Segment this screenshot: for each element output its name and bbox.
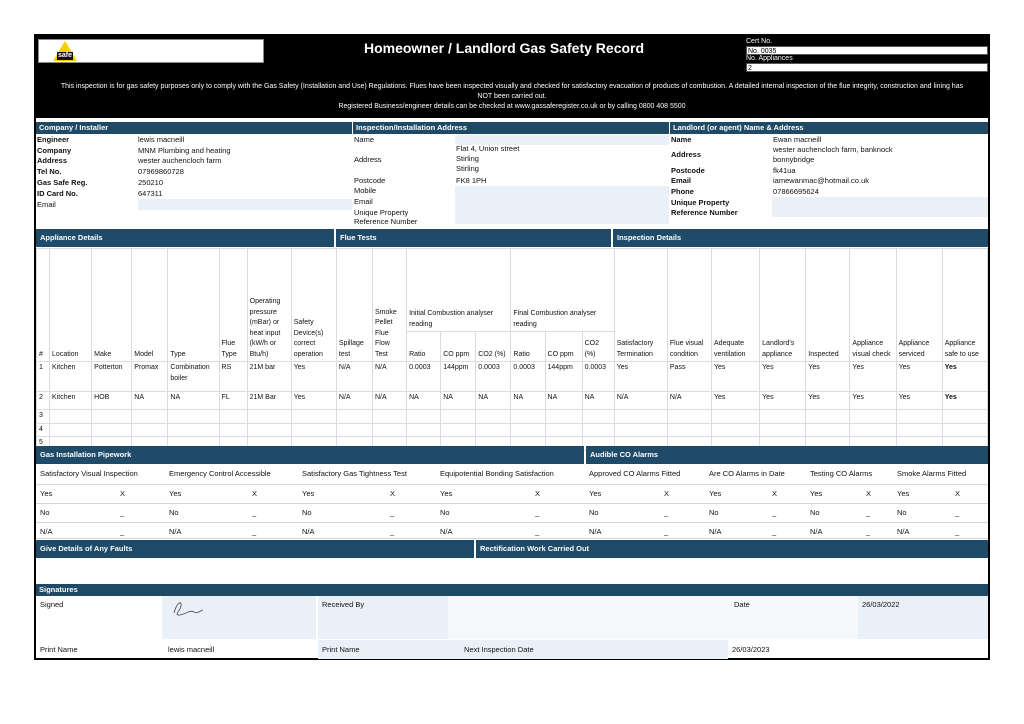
pipework-option-label: N/A: [302, 527, 315, 536]
table-cell[interactable]: [614, 410, 667, 424]
faults-field[interactable]: [36, 558, 474, 582]
table-cell[interactable]: 0.0003: [511, 362, 545, 392]
inspection-postcode-label: Postcode: [354, 176, 386, 185]
landlord-address-line1[interactable]: wester auchencloch farm, banknock: [773, 145, 893, 154]
company-value[interactable]: MNM Plumbing and heating: [138, 146, 231, 155]
date-value[interactable]: 26/03/2022: [862, 600, 900, 609]
pipework-checkbox[interactable]: _: [252, 527, 257, 536]
company-label: Company: [37, 146, 72, 155]
gas-safety-record: [34, 34, 990, 660]
company-heading: Company / Installer: [36, 122, 352, 134]
table-cell[interactable]: [168, 410, 219, 424]
logo-text: safe: [58, 52, 73, 59]
table-row[interactable]: [37, 362, 988, 392]
landlord-email-label: Email: [671, 176, 692, 185]
table-cell[interactable]: 0.0003: [476, 362, 511, 392]
inspection-contact-fields[interactable]: [455, 186, 669, 224]
table-cell[interactable]: Yes: [806, 362, 850, 392]
row-number: 4: [37, 423, 50, 437]
pipework-option-label: Yes: [810, 489, 823, 498]
col-make: Make: [92, 249, 132, 362]
table-cell[interactable]: [336, 423, 372, 437]
sub-final-co: CO ppm: [545, 332, 582, 362]
faults-heading: Give Details of Any Faults: [36, 540, 474, 558]
table-cell[interactable]: [545, 423, 582, 437]
pipework-col-header: Satisfactory Gas Tightness Test: [302, 469, 407, 478]
table-cell[interactable]: [92, 423, 132, 437]
landlord-phone-value[interactable]: 07866695624: [773, 187, 819, 196]
id-card-label: ID Card No.: [37, 189, 78, 198]
col-flue-visual: Flue visual condition: [667, 249, 711, 362]
company-address-value[interactable]: wester auchencloch farm: [138, 156, 222, 165]
table-row[interactable]: [37, 410, 988, 424]
gas-safe-reg-value[interactable]: 250210: [138, 178, 164, 187]
pipework-checkbox[interactable]: X: [955, 489, 961, 498]
inspection-address-line1[interactable]: Flat 4, Union street: [456, 144, 520, 153]
company-address-label: Address: [37, 156, 68, 165]
pipework-checkbox[interactable]: _: [535, 508, 540, 517]
pipework-checkbox[interactable]: _: [772, 527, 777, 536]
table-cell[interactable]: [850, 423, 896, 437]
pipework-option-label: Yes: [709, 489, 722, 498]
pipework-checkbox[interactable]: X: [390, 489, 396, 498]
print-name2-label: Print Name: [322, 645, 360, 654]
table-cell[interactable]: [760, 410, 806, 424]
tel-label: Tel No.: [37, 167, 62, 176]
table-cell[interactable]: [760, 423, 806, 437]
table-cell[interactable]: N/A: [614, 392, 667, 410]
pipework-checkbox[interactable]: X: [866, 489, 872, 498]
pipework-option-label: N/A: [709, 527, 722, 536]
table-cell[interactable]: Yes: [942, 392, 987, 410]
col-location: Location: [50, 249, 92, 362]
inspection-name-label: Name: [354, 135, 375, 144]
pipework-col-header: Approved CO Alarms Fitted: [589, 469, 681, 478]
table-cell[interactable]: [132, 410, 168, 424]
table-cell[interactable]: Yes: [614, 362, 667, 392]
col-flue-type: Flue Type: [219, 249, 247, 362]
col-final-combustion: Final Combustion analyser reading: [511, 249, 614, 332]
pipework-divider: [36, 538, 988, 539]
table-cell[interactable]: [92, 410, 132, 424]
table-cell[interactable]: Combination boiler: [168, 362, 219, 392]
pipework-checkbox[interactable]: X: [120, 489, 126, 498]
inspection-postcode-value[interactable]: FK8 1PH: [456, 176, 487, 185]
pipework-divider: [36, 503, 988, 504]
table-cell[interactable]: [373, 423, 407, 437]
table-cell[interactable]: Kitchen: [50, 392, 92, 410]
no-appliances-field[interactable]: 2: [746, 63, 988, 72]
sub-initial-ratio: Ratio: [407, 332, 441, 362]
signatures-heading: Signatures: [36, 584, 988, 596]
sub-initial-co2: CO2 (%): [476, 332, 511, 362]
print-name-value[interactable]: lewis macneill: [168, 645, 215, 654]
no-appliances-label: No. Appliances: [746, 55, 793, 62]
cert-no-label: Cert No.: [746, 38, 773, 45]
landlord-email-value[interactable]: iamewanmac@hotmail.co.uk: [773, 176, 869, 185]
cert-no-field[interactable]: No. 0035: [746, 46, 988, 55]
next-inspection-label: Next Inspection Date: [464, 645, 534, 654]
pipework-option-label: Yes: [897, 489, 910, 498]
sub-final-ratio: Ratio: [511, 332, 545, 362]
table-cell[interactable]: Yes: [850, 392, 896, 410]
table-cell[interactable]: [441, 423, 476, 437]
table-cell[interactable]: [219, 423, 247, 437]
table-cell[interactable]: Yes: [760, 392, 806, 410]
table-cell[interactable]: N/A: [667, 392, 711, 410]
col-spillage-test: Spillage test: [336, 249, 372, 362]
table-cell[interactable]: Yes: [896, 362, 942, 392]
table-cell[interactable]: 0.0003: [407, 362, 441, 392]
table-cell[interactable]: [667, 423, 711, 437]
col-safety-device: Safety Device(s) correct operation: [291, 249, 336, 362]
gas-safe-logo: [38, 39, 264, 63]
landlord-upr-label-1: Unique Property: [671, 198, 730, 207]
table-cell[interactable]: [712, 423, 760, 437]
table-cell[interactable]: [441, 410, 476, 424]
pipework-col-header: Testing CO Alarms: [810, 469, 873, 478]
table-cell[interactable]: [291, 410, 336, 424]
engineer-label: Engineer: [37, 135, 70, 144]
table-cell[interactable]: [942, 423, 987, 437]
pipework-option-label: Yes: [302, 489, 315, 498]
table-cell[interactable]: NA: [441, 392, 476, 410]
pipework-option-label: Yes: [589, 489, 602, 498]
pipework-option-label: No: [440, 508, 450, 517]
table-cell[interactable]: [50, 410, 92, 424]
table-cell[interactable]: NA: [511, 392, 545, 410]
table-cell[interactable]: RS: [219, 362, 247, 392]
table-cell[interactable]: FL: [219, 392, 247, 410]
rectification-heading: Rectification Work Carried Out: [476, 540, 988, 558]
col-safe-to-use: Appliance safe to use: [942, 249, 987, 362]
pipework-option-label: No: [40, 508, 50, 517]
pipework-divider: [36, 484, 988, 485]
col-adequate-ventilation: Adequate ventilation: [712, 249, 760, 362]
table-cell[interactable]: [582, 410, 614, 424]
table-cell[interactable]: [667, 410, 711, 424]
pipework-option-label: Yes: [169, 489, 182, 498]
tel-value[interactable]: 07969860728: [138, 167, 184, 176]
landlord-upr-label-2: Reference Number: [671, 208, 738, 217]
table-cell[interactable]: NA: [545, 392, 582, 410]
gas-safe-reg-label: Gas Safe Reg.: [37, 178, 88, 187]
table-cell[interactable]: N/A: [373, 392, 407, 410]
table-cell[interactable]: [942, 410, 987, 424]
table-cell[interactable]: [511, 423, 545, 437]
next-inspection-value[interactable]: 26/03/2023: [732, 645, 770, 654]
table-cell[interactable]: [712, 410, 760, 424]
pipework-option-label: No: [302, 508, 312, 517]
table-cell[interactable]: [132, 423, 168, 437]
col-inspected: Inspected: [806, 249, 850, 362]
pipework-option-label: N/A: [169, 527, 182, 536]
landlord-name-label: Name: [671, 135, 692, 144]
table-cell[interactable]: [896, 410, 942, 424]
inspection-upr-label-1: Unique Property: [354, 208, 409, 217]
pipework-checkbox[interactable]: _: [772, 508, 777, 517]
table-cell[interactable]: NA: [132, 392, 168, 410]
table-cell[interactable]: 21M Bar: [247, 392, 291, 410]
pipework-checkbox[interactable]: _: [390, 527, 395, 536]
landlord-phone-label: Phone: [671, 187, 694, 196]
pipework-checkbox[interactable]: _: [120, 508, 125, 517]
row-number: 5: [37, 437, 50, 451]
pipework-col-header: Satisfactory Visual Inspection: [40, 469, 138, 478]
table-cell[interactable]: [50, 423, 92, 437]
table-cell[interactable]: [582, 423, 614, 437]
inspection-address-line2[interactable]: Stirling: [456, 154, 479, 163]
table-cell[interactable]: 144ppm: [441, 362, 476, 392]
table-cell[interactable]: N/A: [373, 362, 407, 392]
table-row[interactable]: [37, 392, 988, 410]
pipework-checkbox[interactable]: _: [120, 527, 125, 536]
table-cell[interactable]: [545, 410, 582, 424]
pipework-checkbox[interactable]: _: [664, 508, 669, 517]
appliance-table: [36, 248, 988, 451]
table-header-row: [37, 249, 988, 332]
pipework-option-label: N/A: [589, 527, 602, 536]
table-cell[interactable]: [896, 423, 942, 437]
table-cell[interactable]: Yes: [896, 392, 942, 410]
pipework-option-label: N/A: [810, 527, 823, 536]
pipework-checkbox[interactable]: X: [535, 489, 541, 498]
table-cell[interactable]: Yes: [712, 362, 760, 392]
table-cell[interactable]: [850, 410, 896, 424]
pipework-checkbox[interactable]: _: [390, 508, 395, 517]
pipework-checkbox[interactable]: _: [252, 508, 257, 517]
table-cell[interactable]: [168, 423, 219, 437]
table-cell[interactable]: 0.0003: [582, 362, 614, 392]
pipework-option-label: Yes: [40, 489, 53, 498]
inspection-heading: Inspection/Installation Address: [353, 122, 669, 134]
header: [36, 36, 988, 118]
inspection-address-label: Address: [354, 155, 382, 164]
table-cell[interactable]: NA: [582, 392, 614, 410]
pipework-checkbox[interactable]: _: [955, 508, 960, 517]
table-cell[interactable]: [511, 410, 545, 424]
intro-line-1: This inspection is for gas safety purposes only to comply with the Gas Safety (Installation and Use) Regulations. Flues have been inspected visually and checked for satisfactory evacuation of products of combustion. A detailed internal inspection of the flue integrity, construction and lining has: [60, 83, 964, 90]
landlord-address-label: Address: [671, 150, 702, 159]
company-email-field-bg[interactable]: [138, 199, 352, 210]
table-cell[interactable]: HOB: [92, 392, 132, 410]
table-cell[interactable]: [247, 423, 291, 437]
col-operating-pressure: Operating pressure (mBar) or heat input (kW/h or Btu/h): [247, 249, 291, 362]
received-by-label: Received By: [322, 600, 365, 609]
pipework-checkbox[interactable]: _: [535, 527, 540, 536]
rectification-field[interactable]: [476, 558, 988, 582]
received-by-field-ext[interactable]: [448, 596, 858, 639]
inspection-email-label: Email: [354, 197, 373, 206]
col-serviced: Appliance serviced: [896, 249, 942, 362]
table-cell[interactable]: [291, 423, 336, 437]
table-cell[interactable]: Pass: [667, 362, 711, 392]
col-type: Type: [168, 249, 219, 362]
col-number: #: [37, 249, 50, 362]
sub-initial-co: CO ppm: [441, 332, 476, 362]
col-smoke-pellet: Smoke Pellet Flue Flow Test: [373, 249, 407, 362]
sub-final-co2: CO2 (%): [582, 332, 614, 362]
pipework-checkbox[interactable]: _: [866, 527, 871, 536]
signature-image: [170, 598, 206, 618]
table-cell[interactable]: Yes: [291, 392, 336, 410]
pipework-col-header: Equipotential Bonding Satisfaction: [440, 469, 554, 478]
co-alarms-heading: Audible CO Alarms: [586, 446, 988, 464]
pipework-option-label: Yes: [440, 489, 453, 498]
table-cell[interactable]: [476, 423, 511, 437]
intro-line-2: NOT been carried out.: [477, 93, 547, 100]
inspection-address-line3[interactable]: Stirling: [456, 164, 479, 173]
company-email-label: Email: [37, 200, 56, 209]
table-cell[interactable]: [806, 423, 850, 437]
pipework-col-header: Emergency Control Accessible: [169, 469, 271, 478]
pipework-option-label: No: [897, 508, 907, 517]
table-cell[interactable]: [373, 410, 407, 424]
table-cell[interactable]: [476, 410, 511, 424]
table-cell[interactable]: Yes: [712, 392, 760, 410]
row-number: 1: [37, 362, 50, 392]
landlord-postcode-label: Postcode: [671, 166, 705, 175]
inspection-upr-label-2: Reference Number: [354, 217, 418, 226]
pipework-checkbox[interactable]: X: [252, 489, 258, 498]
row-number: 2: [37, 392, 50, 410]
flue-tests-heading: Flue Tests: [336, 229, 611, 247]
pipework-option-label: N/A: [40, 527, 53, 536]
col-model: Model: [132, 249, 168, 362]
table-cell[interactable]: Yes: [850, 362, 896, 392]
pipework-option-label: N/A: [897, 527, 910, 536]
page-title: Homeowner / Landlord Gas Safety Record: [363, 40, 645, 56]
landlord-address-line2[interactable]: bonnybridge: [773, 155, 815, 164]
table-cell[interactable]: [806, 410, 850, 424]
pipework-col-header: Smoke Alarms Fitted: [897, 469, 967, 478]
inspection-details-heading: Inspection Details: [613, 229, 988, 247]
table-cell[interactable]: Yes: [806, 392, 850, 410]
table-cell[interactable]: NA: [476, 392, 511, 410]
landlord-heading: Landlord (or agent) Name & Address: [670, 122, 988, 134]
pipework-divider: [36, 522, 988, 523]
table-cell[interactable]: Yes: [291, 362, 336, 392]
table-cell[interactable]: [614, 423, 667, 437]
table-cell[interactable]: [407, 410, 441, 424]
table-cell[interactable]: Yes: [942, 362, 987, 392]
table-cell[interactable]: Yes: [760, 362, 806, 392]
table-cell[interactable]: NA: [407, 392, 441, 410]
col-satisfactory-termination: Satisfactory Termination: [614, 249, 667, 362]
landlord-name-value[interactable]: Ewan macneill: [773, 135, 822, 144]
pipework-col-header: Are CO Alarms in Date: [709, 469, 785, 478]
landlord-postcode-value[interactable]: fk41ua: [773, 166, 796, 175]
print-name-label: Print Name: [40, 645, 78, 654]
pipework-checkbox[interactable]: _: [866, 508, 871, 517]
pipework-checkbox[interactable]: _: [664, 527, 669, 536]
appliance-details-heading: Appliance Details: [36, 229, 334, 247]
col-visual-check: Appliance visual check: [850, 249, 896, 362]
pipework-option-label: No: [169, 508, 179, 517]
pipework-heading: Gas Installation Pipework: [36, 446, 584, 464]
row-number: 3: [37, 410, 50, 424]
pipework-option-label: N/A: [440, 527, 453, 536]
table-cell[interactable]: NA: [168, 392, 219, 410]
col-landlords-appliance: Landlord's appliance: [760, 249, 806, 362]
inspection-mobile-label: Mobile: [354, 186, 377, 195]
pipework-checkbox[interactable]: _: [955, 527, 960, 536]
table-cell[interactable]: 21M bar: [247, 362, 291, 392]
col-initial-combustion: Initial Combustion analyser reading: [407, 249, 511, 332]
landlord-upr-field[interactable]: [772, 197, 988, 217]
table-cell[interactable]: N/A: [336, 362, 372, 392]
pipework-option-label: No: [589, 508, 599, 517]
table-cell[interactable]: Potterton: [92, 362, 132, 392]
table-cell[interactable]: 144ppm: [545, 362, 582, 392]
table-cell[interactable]: Kitchen: [50, 362, 92, 392]
table-cell[interactable]: [219, 410, 247, 424]
cert-info: [746, 38, 988, 72]
table-cell[interactable]: [247, 410, 291, 424]
table-cell[interactable]: N/A: [336, 392, 372, 410]
signed-label: Signed: [40, 600, 64, 609]
id-card-value[interactable]: 647311: [138, 189, 163, 198]
pipework-checkbox[interactable]: X: [664, 489, 670, 498]
table-cell[interactable]: [407, 423, 441, 437]
pipework-checkbox[interactable]: X: [772, 489, 778, 498]
intro-line-3: Registered Business/engineer details can be checked at www.gassaferegister.co.uk or by calling 0800 408 5500: [338, 103, 686, 110]
pipework-option-label: No: [709, 508, 719, 517]
engineer-value[interactable]: lewis macneill: [138, 135, 185, 144]
date-label: Date: [734, 600, 750, 609]
table-cell[interactable]: [336, 410, 372, 424]
intro-text: [42, 82, 982, 112]
table-cell[interactable]: Promax: [132, 362, 168, 392]
table-row[interactable]: [37, 423, 988, 437]
pipework-option-label: No: [810, 508, 820, 517]
